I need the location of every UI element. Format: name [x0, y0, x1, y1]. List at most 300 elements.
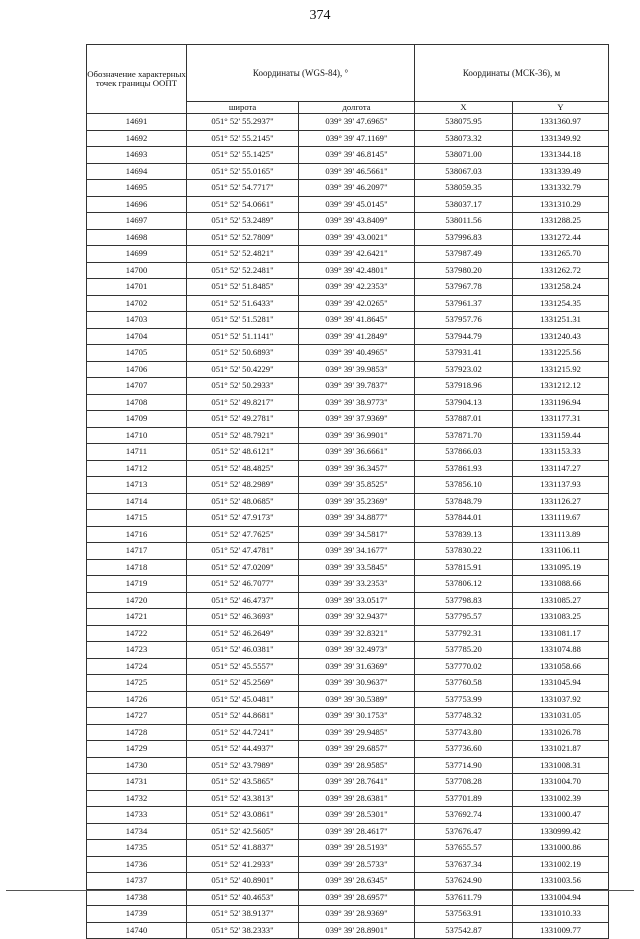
x-cell: 537798.83	[415, 592, 513, 609]
x-cell: 537760.58	[415, 675, 513, 692]
y-cell: 1331083.25	[513, 609, 609, 626]
point-id-cell: 14713	[87, 477, 187, 494]
latitude-cell: 051° 52' 40.8901"	[187, 873, 299, 890]
table-row	[87, 592, 609, 609]
point-id-cell: 14708	[87, 394, 187, 411]
latitude-cell: 051° 52' 48.7921"	[187, 427, 299, 444]
x-cell: 538059.35	[415, 180, 513, 197]
latitude-cell: 051° 52' 44.7241"	[187, 724, 299, 741]
x-cell: 537692.74	[415, 807, 513, 824]
y-cell: 1331147.27	[513, 460, 609, 477]
longitude-cell: 039° 39' 28.4617"	[299, 823, 415, 840]
latitude-cell: 051° 52' 47.0209"	[187, 559, 299, 576]
x-cell: 537848.79	[415, 493, 513, 510]
point-id-cell: 14702	[87, 295, 187, 312]
longitude-cell: 039° 39' 28.5301"	[299, 807, 415, 824]
latitude-cell: 051° 52' 48.4825"	[187, 460, 299, 477]
point-id-cell: 14695	[87, 180, 187, 197]
header-wgs84: Координаты (WGS-84), °	[187, 45, 415, 102]
x-cell: 537987.49	[415, 246, 513, 263]
y-cell: 1331272.44	[513, 229, 609, 246]
x-cell: 537866.03	[415, 444, 513, 461]
table-row	[87, 262, 609, 279]
longitude-cell: 039° 39' 28.9585"	[299, 757, 415, 774]
x-cell: 537792.31	[415, 625, 513, 642]
latitude-cell: 051° 52' 55.1425"	[187, 147, 299, 164]
table-row	[87, 708, 609, 725]
table-body	[87, 114, 609, 939]
table-row	[87, 246, 609, 263]
latitude-cell: 051° 52' 38.9137"	[187, 906, 299, 923]
table-row	[87, 757, 609, 774]
x-cell: 537844.01	[415, 510, 513, 527]
longitude-cell: 039° 39' 46.2097"	[299, 180, 415, 197]
footer-divider	[6, 890, 634, 891]
table-row	[87, 807, 609, 824]
point-id-cell: 14704	[87, 328, 187, 345]
y-cell: 1331002.19	[513, 856, 609, 873]
y-cell: 1331021.87	[513, 741, 609, 758]
table-row	[87, 576, 609, 593]
table-row	[87, 279, 609, 296]
x-cell: 537708.28	[415, 774, 513, 791]
table-row	[87, 163, 609, 180]
table-row	[87, 328, 609, 345]
longitude-cell: 039° 39' 39.9853"	[299, 361, 415, 378]
table-row	[87, 840, 609, 857]
point-id-cell: 14719	[87, 576, 187, 593]
longitude-cell: 039° 39' 28.8901"	[299, 922, 415, 939]
table-row	[87, 411, 609, 428]
x-cell: 537611.79	[415, 889, 513, 906]
y-cell: 1331137.93	[513, 477, 609, 494]
latitude-cell: 051° 52' 44.8681"	[187, 708, 299, 725]
x-cell: 537743.80	[415, 724, 513, 741]
longitude-cell: 039° 39' 32.9437"	[299, 609, 415, 626]
table-row	[87, 691, 609, 708]
table-row	[87, 130, 609, 147]
x-cell: 538075.95	[415, 114, 513, 131]
longitude-cell: 039° 39' 29.6857"	[299, 741, 415, 758]
y-cell: 1331045.94	[513, 675, 609, 692]
x-cell: 537714.90	[415, 757, 513, 774]
point-id-cell: 14700	[87, 262, 187, 279]
point-id-cell: 14698	[87, 229, 187, 246]
y-cell: 1331004.70	[513, 774, 609, 791]
latitude-cell: 051° 52' 55.2145"	[187, 130, 299, 147]
latitude-cell: 051° 52' 50.2933"	[187, 378, 299, 395]
x-cell: 538011.56	[415, 213, 513, 230]
latitude-cell: 051° 52' 48.0685"	[187, 493, 299, 510]
y-cell: 1331008.31	[513, 757, 609, 774]
table-row	[87, 460, 609, 477]
x-cell: 537904.13	[415, 394, 513, 411]
table-row	[87, 741, 609, 758]
point-id-cell: 14738	[87, 889, 187, 906]
latitude-cell: 051° 52' 49.8217"	[187, 394, 299, 411]
x-cell: 537957.76	[415, 312, 513, 329]
latitude-cell: 051° 52' 51.6433"	[187, 295, 299, 312]
latitude-cell: 051° 52' 46.3693"	[187, 609, 299, 626]
x-cell: 537795.57	[415, 609, 513, 626]
table-row	[87, 114, 609, 131]
header-longitude: долгота	[299, 102, 415, 114]
x-cell: 538073.32	[415, 130, 513, 147]
longitude-cell: 039° 39' 42.4801"	[299, 262, 415, 279]
latitude-cell: 051° 52' 40.4653"	[187, 889, 299, 906]
y-cell: 1331010.33	[513, 906, 609, 923]
point-id-cell: 14740	[87, 922, 187, 939]
header-msk36: Координаты (МСК-36), м	[415, 45, 609, 102]
table-row	[87, 477, 609, 494]
table-row	[87, 180, 609, 197]
x-cell: 537839.13	[415, 526, 513, 543]
longitude-cell: 039° 39' 28.6345"	[299, 873, 415, 890]
longitude-cell: 039° 39' 28.9369"	[299, 906, 415, 923]
table-row	[87, 312, 609, 329]
x-cell: 537967.78	[415, 279, 513, 296]
longitude-cell: 039° 39' 46.8145"	[299, 147, 415, 164]
longitude-cell: 039° 39' 28.6381"	[299, 790, 415, 807]
point-id-cell: 14739	[87, 906, 187, 923]
y-cell: 1331119.67	[513, 510, 609, 527]
table-row	[87, 625, 609, 642]
longitude-cell: 039° 39' 28.7641"	[299, 774, 415, 791]
table-row	[87, 295, 609, 312]
table-row	[87, 559, 609, 576]
y-cell: 1331258.24	[513, 279, 609, 296]
table-row	[87, 378, 609, 395]
point-id-cell: 14730	[87, 757, 187, 774]
latitude-cell: 051° 52' 45.2569"	[187, 675, 299, 692]
y-cell: 1331344.18	[513, 147, 609, 164]
x-cell: 537753.99	[415, 691, 513, 708]
point-id-cell: 14701	[87, 279, 187, 296]
latitude-cell: 051° 52' 52.2481"	[187, 262, 299, 279]
point-id-cell: 14710	[87, 427, 187, 444]
x-cell: 537542.87	[415, 922, 513, 939]
y-cell: 1331074.88	[513, 642, 609, 659]
point-id-cell: 14703	[87, 312, 187, 329]
latitude-cell: 051° 52' 48.6121"	[187, 444, 299, 461]
x-cell: 537980.20	[415, 262, 513, 279]
y-cell: 1331288.25	[513, 213, 609, 230]
page-number: 374	[309, 8, 331, 23]
table-row	[87, 510, 609, 527]
longitude-cell: 039° 39' 31.6369"	[299, 658, 415, 675]
x-cell: 537871.70	[415, 427, 513, 444]
point-id-cell: 14722	[87, 625, 187, 642]
longitude-cell: 039° 39' 43.8409"	[299, 213, 415, 230]
y-cell: 1331081.17	[513, 625, 609, 642]
y-cell: 1331225.56	[513, 345, 609, 362]
longitude-cell: 039° 39' 33.2353"	[299, 576, 415, 593]
x-cell: 537830.22	[415, 543, 513, 560]
x-cell: 537923.02	[415, 361, 513, 378]
latitude-cell: 051° 52' 47.4781"	[187, 543, 299, 560]
longitude-cell: 039° 39' 43.0021"	[299, 229, 415, 246]
y-cell: 1331113.89	[513, 526, 609, 543]
latitude-cell: 051° 52' 50.4229"	[187, 361, 299, 378]
table-row	[87, 427, 609, 444]
latitude-cell: 051° 52' 43.7989"	[187, 757, 299, 774]
latitude-cell: 051° 52' 50.6893"	[187, 345, 299, 362]
table-row	[87, 790, 609, 807]
x-cell: 537624.90	[415, 873, 513, 890]
point-id-cell: 14694	[87, 163, 187, 180]
y-cell: 1331177.31	[513, 411, 609, 428]
y-cell: 1331009.77	[513, 922, 609, 939]
latitude-cell: 051° 52' 51.8485"	[187, 279, 299, 296]
longitude-cell: 039° 39' 41.2849"	[299, 328, 415, 345]
y-cell: 1331215.92	[513, 361, 609, 378]
longitude-cell: 039° 39' 42.2353"	[299, 279, 415, 296]
table-row	[87, 213, 609, 230]
table-row	[87, 229, 609, 246]
longitude-cell: 039° 39' 28.5193"	[299, 840, 415, 857]
y-cell: 1331026.78	[513, 724, 609, 741]
table-row	[87, 543, 609, 560]
longitude-cell: 039° 39' 39.7837"	[299, 378, 415, 395]
point-id-cell: 14716	[87, 526, 187, 543]
longitude-cell: 039° 39' 33.5845"	[299, 559, 415, 576]
x-cell: 537861.93	[415, 460, 513, 477]
latitude-cell: 051° 52' 38.2333"	[187, 922, 299, 939]
y-cell: 1331339.49	[513, 163, 609, 180]
point-id-cell: 14723	[87, 642, 187, 659]
latitude-cell: 051° 52' 55.0165"	[187, 163, 299, 180]
longitude-cell: 039° 39' 35.8525"	[299, 477, 415, 494]
longitude-cell: 039° 39' 29.9485"	[299, 724, 415, 741]
x-cell: 537770.02	[415, 658, 513, 675]
x-cell: 537944.79	[415, 328, 513, 345]
longitude-cell: 039° 39' 35.2369"	[299, 493, 415, 510]
y-cell: 1331240.43	[513, 328, 609, 345]
table-row	[87, 724, 609, 741]
point-id-cell: 14736	[87, 856, 187, 873]
point-id-cell: 14721	[87, 609, 187, 626]
point-id-cell: 14734	[87, 823, 187, 840]
latitude-cell: 051° 52' 46.0381"	[187, 642, 299, 659]
y-cell: 1330999.42	[513, 823, 609, 840]
point-id-cell: 14711	[87, 444, 187, 461]
latitude-cell: 051° 52' 46.7077"	[187, 576, 299, 593]
point-id-cell: 14699	[87, 246, 187, 263]
longitude-cell: 039° 39' 30.1753"	[299, 708, 415, 725]
point-id-cell: 14735	[87, 840, 187, 857]
y-cell: 1331262.72	[513, 262, 609, 279]
coordinates-table	[86, 44, 609, 939]
latitude-cell: 051° 52' 48.2989"	[187, 477, 299, 494]
latitude-cell: 051° 52' 51.1141"	[187, 328, 299, 345]
y-cell: 1331003.56	[513, 873, 609, 890]
point-id-cell: 14725	[87, 675, 187, 692]
longitude-cell: 039° 39' 33.0517"	[299, 592, 415, 609]
x-cell: 537736.60	[415, 741, 513, 758]
longitude-cell: 039° 39' 36.3457"	[299, 460, 415, 477]
x-cell: 537785.20	[415, 642, 513, 659]
y-cell: 1331085.27	[513, 592, 609, 609]
point-id-cell: 14714	[87, 493, 187, 510]
y-cell: 1331332.79	[513, 180, 609, 197]
latitude-cell: 051° 52' 54.0661"	[187, 196, 299, 213]
y-cell: 1331251.31	[513, 312, 609, 329]
latitude-cell: 051° 52' 41.2933"	[187, 856, 299, 873]
table-row	[87, 196, 609, 213]
latitude-cell: 051° 52' 43.0861"	[187, 807, 299, 824]
table-row	[87, 658, 609, 675]
point-id-cell: 14693	[87, 147, 187, 164]
latitude-cell: 051° 52' 45.0481"	[187, 691, 299, 708]
table-row	[87, 493, 609, 510]
x-cell: 537563.91	[415, 906, 513, 923]
point-id-cell: 14696	[87, 196, 187, 213]
longitude-cell: 039° 39' 28.5733"	[299, 856, 415, 873]
point-id-cell: 14715	[87, 510, 187, 527]
point-id-cell: 14729	[87, 741, 187, 758]
y-cell: 1331212.12	[513, 378, 609, 395]
table-row	[87, 147, 609, 164]
header-designation: Обозначение характерных точек границы ООПТ	[87, 45, 187, 114]
table-header-row	[87, 45, 609, 102]
x-cell: 537931.41	[415, 345, 513, 362]
point-id-cell: 14727	[87, 708, 187, 725]
table-row	[87, 906, 609, 923]
longitude-cell: 039° 39' 42.6421"	[299, 246, 415, 263]
point-id-cell: 14697	[87, 213, 187, 230]
point-id-cell: 14726	[87, 691, 187, 708]
x-cell: 537655.57	[415, 840, 513, 857]
x-cell: 537887.01	[415, 411, 513, 428]
latitude-cell: 051° 52' 47.7625"	[187, 526, 299, 543]
x-cell: 537918.96	[415, 378, 513, 395]
longitude-cell: 039° 39' 45.0145"	[299, 196, 415, 213]
latitude-cell: 051° 52' 44.4937"	[187, 741, 299, 758]
y-cell: 1331002.39	[513, 790, 609, 807]
longitude-cell: 039° 39' 34.5817"	[299, 526, 415, 543]
point-id-cell: 14709	[87, 411, 187, 428]
longitude-cell: 039° 39' 40.4965"	[299, 345, 415, 362]
y-cell: 1331159.44	[513, 427, 609, 444]
y-cell: 1331058.66	[513, 658, 609, 675]
x-cell: 537815.91	[415, 559, 513, 576]
y-cell: 1331088.66	[513, 576, 609, 593]
point-id-cell: 14737	[87, 873, 187, 890]
point-id-cell: 14732	[87, 790, 187, 807]
latitude-cell: 051° 52' 51.5281"	[187, 312, 299, 329]
table-row	[87, 361, 609, 378]
latitude-cell: 051° 52' 43.3813"	[187, 790, 299, 807]
latitude-cell: 051° 52' 53.2489"	[187, 213, 299, 230]
y-cell: 1331196.94	[513, 394, 609, 411]
latitude-cell: 051° 52' 41.8837"	[187, 840, 299, 857]
latitude-cell: 051° 52' 55.2937"	[187, 114, 299, 131]
point-id-cell: 14717	[87, 543, 187, 560]
table-row	[87, 856, 609, 873]
y-cell: 1331126.27	[513, 493, 609, 510]
x-cell: 537996.83	[415, 229, 513, 246]
header-x: X	[415, 102, 513, 114]
longitude-cell: 039° 39' 30.9637"	[299, 675, 415, 692]
point-id-cell: 14706	[87, 361, 187, 378]
longitude-cell: 039° 39' 28.6957"	[299, 889, 415, 906]
y-cell: 1331310.29	[513, 196, 609, 213]
latitude-cell: 051° 52' 52.7809"	[187, 229, 299, 246]
x-cell: 538071.00	[415, 147, 513, 164]
latitude-cell: 051° 52' 42.5605"	[187, 823, 299, 840]
point-id-cell: 14718	[87, 559, 187, 576]
longitude-cell: 039° 39' 34.8877"	[299, 510, 415, 527]
point-id-cell: 14705	[87, 345, 187, 362]
y-cell: 1331265.70	[513, 246, 609, 263]
y-cell: 1331254.35	[513, 295, 609, 312]
y-cell: 1331031.05	[513, 708, 609, 725]
latitude-cell: 051° 52' 46.4737"	[187, 592, 299, 609]
longitude-cell: 039° 39' 37.9369"	[299, 411, 415, 428]
table-row	[87, 394, 609, 411]
header-y: Y	[513, 102, 609, 114]
longitude-cell: 039° 39' 30.5389"	[299, 691, 415, 708]
table-row	[87, 675, 609, 692]
longitude-cell: 039° 39' 34.1677"	[299, 543, 415, 560]
latitude-cell: 051° 52' 49.2781"	[187, 411, 299, 428]
longitude-cell: 039° 39' 36.6661"	[299, 444, 415, 461]
x-cell: 537806.12	[415, 576, 513, 593]
table-row	[87, 609, 609, 626]
latitude-cell: 051° 52' 52.4821"	[187, 246, 299, 263]
longitude-cell: 039° 39' 42.0265"	[299, 295, 415, 312]
table-row	[87, 444, 609, 461]
longitude-cell: 039° 39' 41.8645"	[299, 312, 415, 329]
table-row	[87, 823, 609, 840]
point-id-cell: 14692	[87, 130, 187, 147]
table-row	[87, 774, 609, 791]
y-cell: 1331004.94	[513, 889, 609, 906]
longitude-cell: 039° 39' 47.6965"	[299, 114, 415, 131]
x-cell: 537748.32	[415, 708, 513, 725]
longitude-cell: 039° 39' 47.1169"	[299, 130, 415, 147]
x-cell: 537676.47	[415, 823, 513, 840]
latitude-cell: 051° 52' 47.9173"	[187, 510, 299, 527]
table-row	[87, 922, 609, 939]
latitude-cell: 051° 52' 45.5557"	[187, 658, 299, 675]
longitude-cell: 039° 39' 32.4973"	[299, 642, 415, 659]
table-row	[87, 873, 609, 890]
y-cell: 1331360.97	[513, 114, 609, 131]
point-id-cell: 14720	[87, 592, 187, 609]
y-cell: 1331153.33	[513, 444, 609, 461]
longitude-cell: 039° 39' 36.9901"	[299, 427, 415, 444]
x-cell: 537961.37	[415, 295, 513, 312]
y-cell: 1331106.11	[513, 543, 609, 560]
y-cell: 1331000.86	[513, 840, 609, 857]
x-cell: 537856.10	[415, 477, 513, 494]
point-id-cell: 14731	[87, 774, 187, 791]
x-cell: 538037.17	[415, 196, 513, 213]
point-id-cell: 14728	[87, 724, 187, 741]
y-cell: 1331095.19	[513, 559, 609, 576]
point-id-cell: 14712	[87, 460, 187, 477]
point-id-cell: 14691	[87, 114, 187, 131]
latitude-cell: 051° 52' 43.5865"	[187, 774, 299, 791]
point-id-cell: 14707	[87, 378, 187, 395]
latitude-cell: 051° 52' 46.2649"	[187, 625, 299, 642]
y-cell: 1331037.92	[513, 691, 609, 708]
point-id-cell: 14724	[87, 658, 187, 675]
x-cell: 538067.03	[415, 163, 513, 180]
table-row	[87, 345, 609, 362]
header-latitude: широта	[187, 102, 299, 114]
